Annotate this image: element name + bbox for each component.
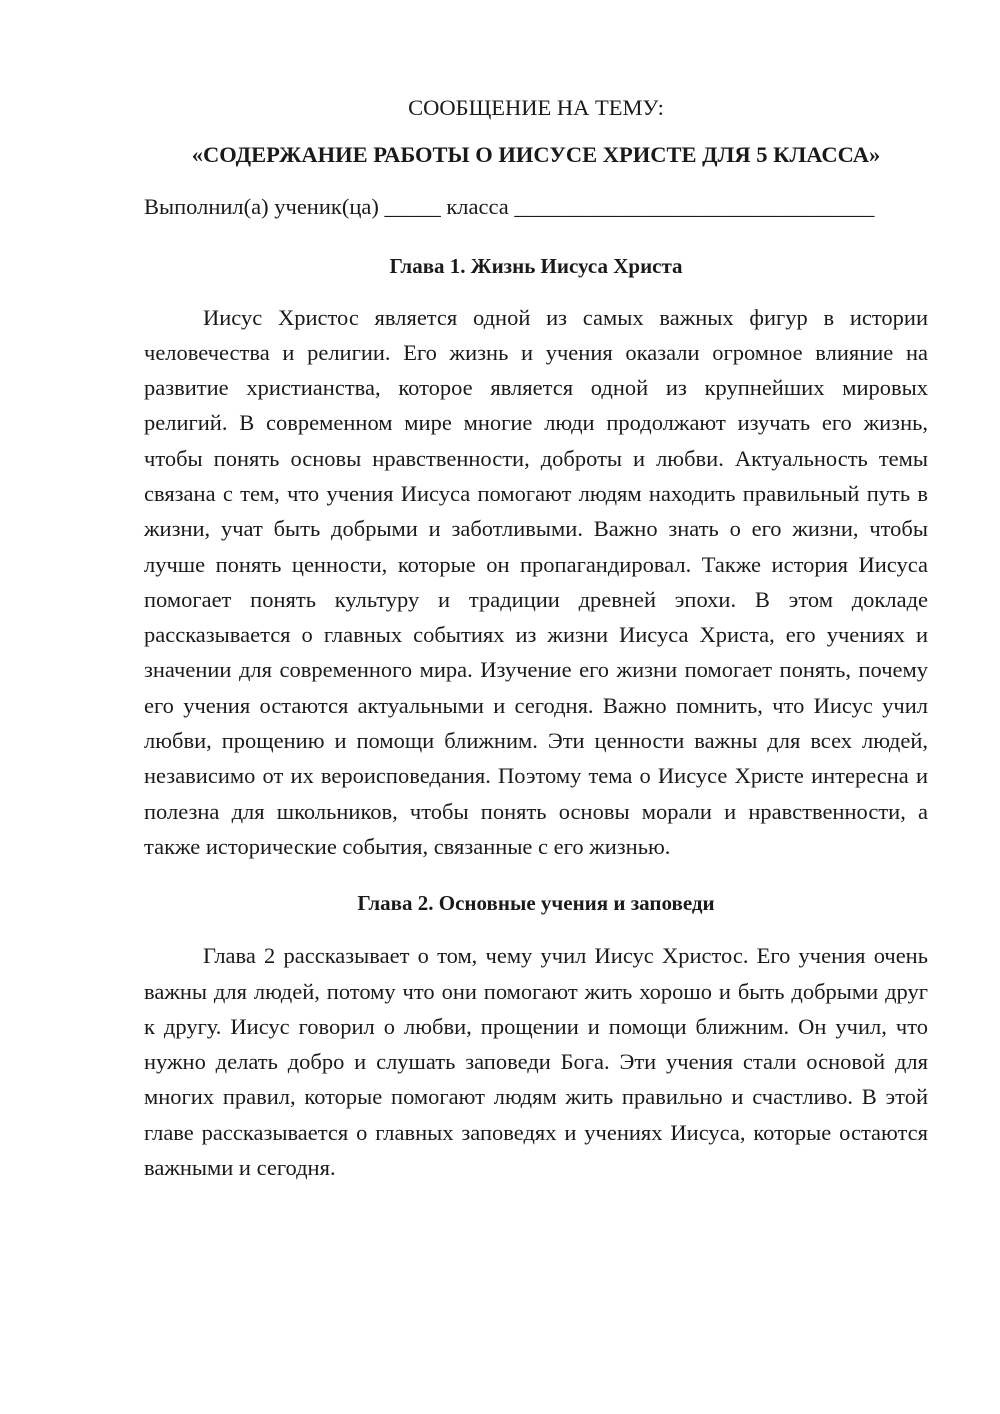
chapter-2-heading: Глава 2. Основные учения и заповеди (357, 891, 715, 916)
chapter-1-heading: Глава 1. Жизнь Иисуса Христа (389, 253, 683, 278)
chapter-1-paragraph: Иисус Христос является одной из самых важных фигур в истории человечества и религии. Его жизнь и учения оказали огромное влияние на развитие христианства, которое является одной из крупнейших мировых религий. В современном мире многие люди продолжают изучать его жизнь, чтобы понять основы нравственности, доброты и любви. Актуальность темы связана с тем, что учения Иисуса помогают людям находить правильный путь в жизни, учат быть добрыми и заботливыми. Важно знать о его жизни, чтобы лучше понять ценности, которые он пропагандировал. Также история Иисуса помогает понять культуру и традиции древней эпохи. В этом докладе рассказывается о главных событиях из жизни Иисуса Христа, его учениях и значении для современного мира. Изучение его жизни помогает понять, почему его учения остаются актуальными и сегодня. Важно помнить, что Иисус учил любви, прощению и помощи ближним. Эти ценности важны для всех людей, независимо от их вероисповедания. Поэтому тема о Иисусе Христе интересна и полезна для школьников, чтобы понять основы морали и нравственности, а также исторические события, связанные с его жизнью. (144, 304, 928, 859)
document-title-subject: «СОДЕРЖАНИЕ РАБОТЫ О ИИСУСЕ ХРИСТЕ ДЛЯ 5 КЛАССА» (191, 142, 881, 167)
document-page (144, 90, 928, 1185)
chapter-2-paragraph: Глава 2 рассказывает о том, чему учил Иисус Христос. Его учения очень важны для людей, потому что они помогают жить хорошо и быть добрыми друг к другу. Иисус говорил о любви, прощении и помощи ближним. Он учил, что нужно делать добро и слушать заповеди Бога. Эти учения стали основой для многих правил, которые помогают людям жить правильно и счастливо. В этой главе рассказывается о главных заповедях и учениях Иисуса, которые остаются важными и сегодня. (144, 943, 928, 1181)
document-title-topic: СООБЩЕНИЕ НА ТЕМУ: (408, 95, 664, 120)
student-info-line: Выполнил(а) ученик(ца) _____ класса ________________________________ (144, 194, 875, 219)
